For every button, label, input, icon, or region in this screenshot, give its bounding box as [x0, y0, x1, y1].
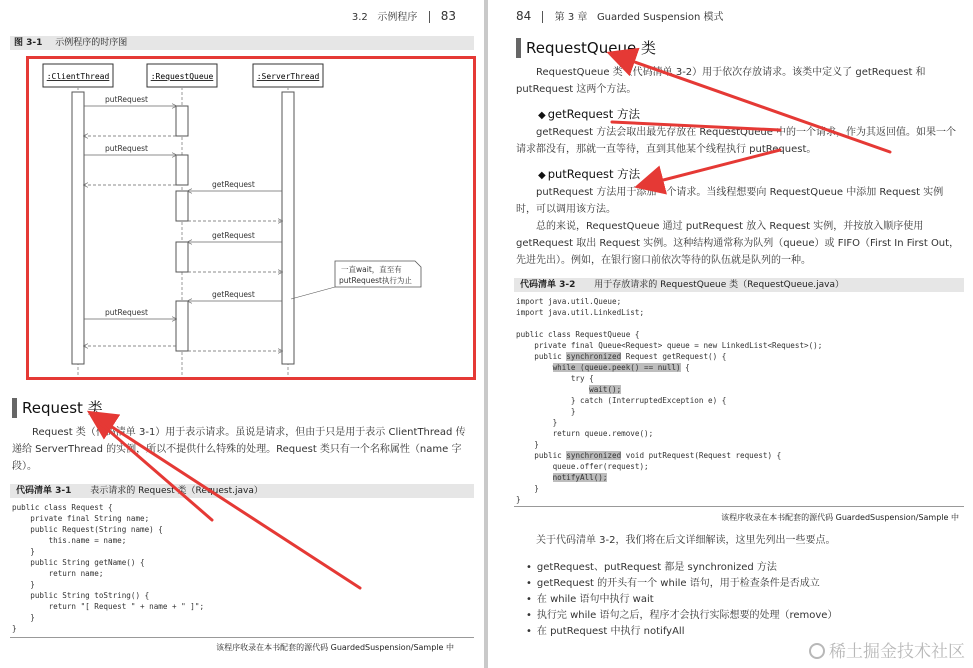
section-title-requestqueue: RequestQueue 类	[516, 38, 656, 58]
list-item: • getRequest、putRequest 都是 synchronized 方法	[536, 560, 837, 576]
figure-caption	[10, 36, 474, 50]
figure-title: 示例程序的时序图	[55, 38, 128, 48]
lifeline-serverthread	[253, 64, 323, 377]
page-number: 83	[440, 9, 456, 23]
sequence-diagram-highlight-box	[26, 56, 476, 380]
source-note: 该程序收录在本书配套的源代码 GuardedSuspension/Sample 中	[216, 643, 454, 652]
lifeline-requestqueue	[147, 64, 217, 377]
subsection-title-putrequest: ◆ putRequest 方法	[538, 166, 640, 182]
code-listing-requestqueue: import java.util.Queue; import java.util.LinkedList; public class RequestQueue { private final Queue<Request> queue = new LinkedList<Request>(); public synchronized Request getRequest() { while (queue.peek() == null) { try { wait(); } catch (InterruptedException e) { } } return queue.remove(); } public synchronized void putRequest(Request request) { queue.offer(request); notifyAll(); } }	[516, 297, 823, 504]
code-divider	[10, 637, 474, 638]
header-section-title: 示例程序	[377, 12, 418, 23]
message-label: getRequest	[212, 231, 255, 240]
svg-text::ClientThread: :ClientThread	[46, 72, 110, 81]
watermark	[809, 637, 965, 662]
list-item: • 在 while 语句中执行 wait	[536, 592, 837, 608]
code-listing-caption	[514, 278, 964, 292]
svg-text:putRequest执行为止: putRequest执行为止	[339, 276, 412, 285]
key-points-list	[536, 560, 837, 640]
list-item: • 在 putRequest 中执行 notifyAll	[536, 624, 837, 640]
followup-text: 关于代码清单 3-2，我们将在后文详细解读，这里先列出一些要点。	[536, 535, 836, 546]
page-number: 84	[516, 9, 532, 23]
queue-summary: 总的来说，RequestQueue 通过 putRequest 放入 Request 实例，并按放入顺序使用 getRequest 取出 Request 实例。这种结构通常称为队列（queue）或 FIFO（First In First Out，先进先出）。例如，在银行窗口前依次等待的队伍就是队列的一种。	[516, 221, 960, 266]
request-description: Request 类（代码清单 3-1）用于表示请求。虽说是请求，但由于只是用于表示 ClientThread 传递给 ServerThread 的实例，所以不提供什么特殊的处理。Request 类只有一个名称属性（name 字段）。	[12, 427, 466, 472]
header-divider	[542, 11, 543, 23]
code-listing-title: 表示请求的 Request 类（Request.java）	[90, 486, 263, 496]
left-page-header	[352, 8, 456, 23]
figure-label: 图 3-1	[14, 38, 43, 48]
requestqueue-intro: RequestQueue 类（代码清单 3-2）用于依次存放请求。该类中定义了 getRequest 和 putRequest 这两个方法。	[516, 67, 926, 95]
message-label: getRequest	[212, 290, 255, 299]
message-label: putRequest	[105, 308, 148, 317]
code-listing-caption	[10, 484, 474, 498]
watermark-text: 稀土掘金技术社区	[829, 642, 965, 662]
message-label: putRequest	[105, 144, 148, 153]
svg-text:一直wait，直至有: 一直wait，直至有	[341, 265, 402, 274]
message-label: putRequest	[105, 95, 148, 104]
subsection-title-getrequest: ◆ getRequest 方法	[538, 106, 640, 122]
left-page	[0, 0, 484, 668]
watermark-logo-icon	[809, 643, 825, 659]
code-divider	[514, 506, 964, 507]
list-item: • getRequest 的开头有一个 while 语句，用于检查条件是否成立	[536, 576, 837, 592]
header-chapter-title: Guarded Suspension 模式	[596, 12, 724, 23]
header-divider	[429, 11, 430, 23]
sequence-diagram	[29, 59, 473, 377]
source-note: 该程序收录在本书配套的源代码 GuardedSuspension/Sample 中	[721, 513, 959, 522]
putrequest-description: putRequest 方法用于添加一个请求。当线程想要向 RequestQueue 中添加 Request 实例时，可以调用该方法。	[516, 187, 944, 215]
code-listing-label: 代码清单 3-2	[520, 280, 576, 290]
header-section-number: 3.2	[351, 12, 368, 23]
svg-text::ServerThread: :ServerThread	[256, 72, 320, 81]
list-item: • 执行完 while 语句之后，程序才会执行实际想要的处理（remove）	[536, 608, 837, 624]
diagram-note	[291, 261, 421, 299]
message-label: getRequest	[212, 180, 255, 189]
code-listing-title: 用于存放请求的 RequestQueue 类（RequestQueue.java）	[594, 280, 844, 290]
code-listing-label: 代码清单 3-1	[16, 486, 72, 496]
section-title-request: Request 类	[12, 398, 103, 418]
getrequest-description: getRequest 方法会取出最先存放在 RequestQueue 中的一个请求，作为其返回值。如果一个请求都没有，那就一直等待，直到其他某个线程执行 putRequest。	[516, 127, 957, 155]
right-page-header	[516, 8, 723, 23]
code-listing-request: public class Request { private final String name; public Request(String name) { this.name = name; } public String getName() { return name; } public String toString() { return "[ Request " + name + " ]"; } }	[12, 503, 205, 633]
lifeline-clientthread	[43, 64, 113, 377]
svg-text::RequestQueue: :RequestQueue	[150, 72, 214, 81]
header-chapter: 第 3 章	[554, 12, 588, 23]
